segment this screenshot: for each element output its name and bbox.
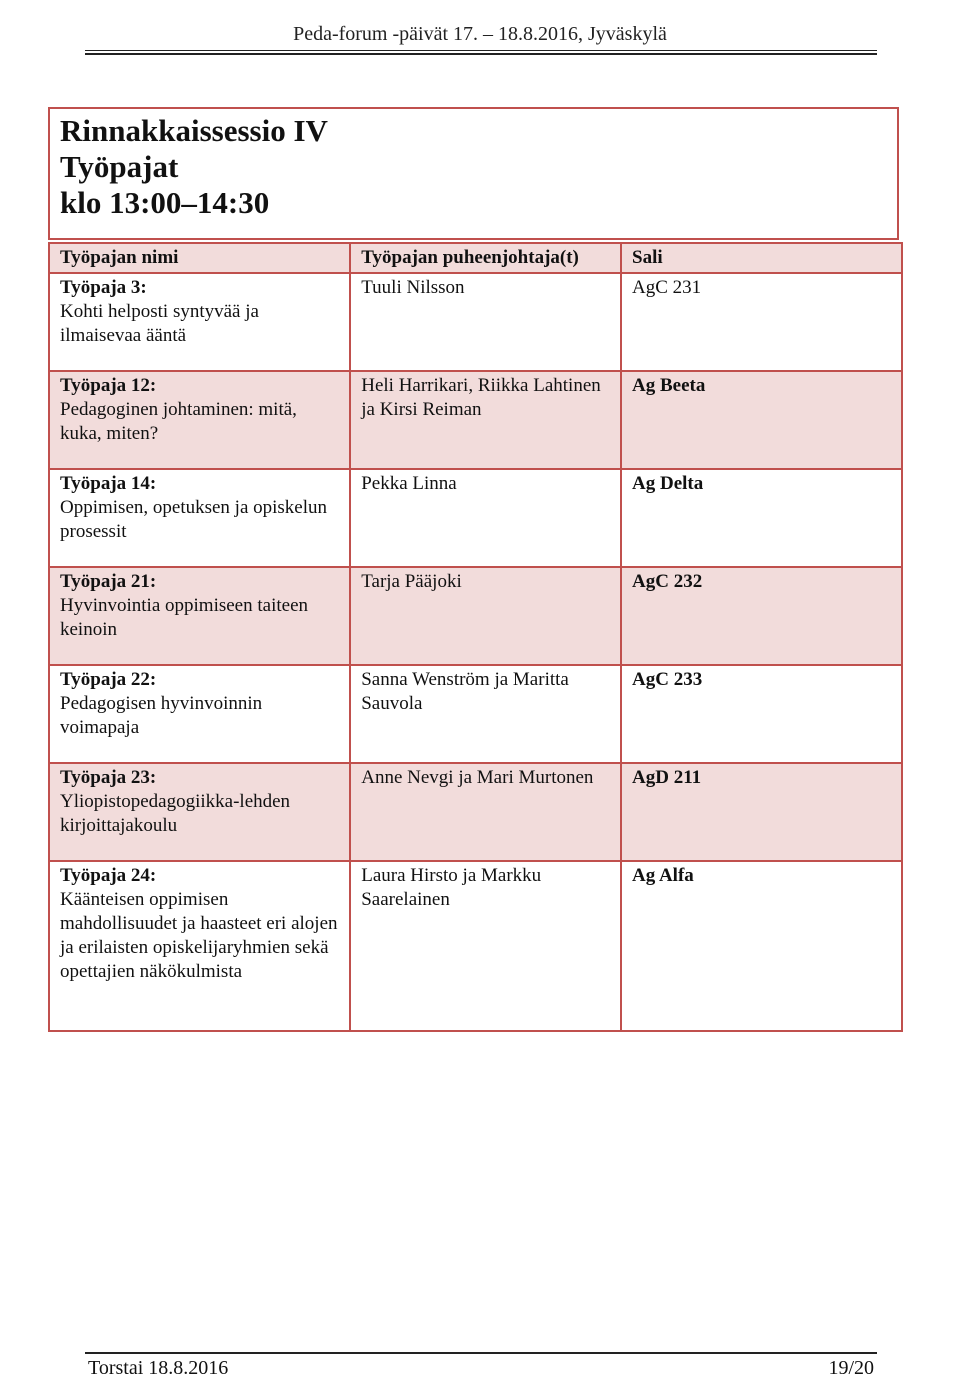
footer-date: Torstai 18.8.2016 bbox=[88, 1357, 229, 1379]
table-row bbox=[49, 371, 902, 469]
chair-cell: Anne Nevgi ja Mari Murtonen bbox=[350, 763, 621, 861]
workshop-cell bbox=[49, 567, 350, 665]
room-cell: Ag Alfa bbox=[621, 861, 902, 1031]
workshop-name: Työpaja 14: bbox=[60, 473, 157, 494]
workshop-description: Yliopistopedagogiikka-lehden kirjoittajakoulu bbox=[60, 791, 291, 836]
workshop-cell bbox=[49, 371, 350, 469]
table-row bbox=[49, 469, 902, 567]
workshop-table bbox=[48, 242, 903, 1032]
chair-cell: Heli Harrikari, Riikka Lahtinen ja Kirsi Reiman bbox=[350, 371, 621, 469]
workshop-name: Työpaja 3: bbox=[60, 277, 147, 298]
column-header-name: Työpajan nimi bbox=[49, 243, 350, 273]
workshop-cell bbox=[49, 763, 350, 861]
session-title: Rinnakkaissessio IV bbox=[60, 113, 328, 148]
header-divider bbox=[85, 50, 877, 51]
workshop-name: Työpaja 22: bbox=[60, 669, 157, 690]
chair-cell: Tuuli Nilsson bbox=[350, 273, 621, 371]
session-time: klo 13:00–14:30 bbox=[60, 185, 270, 220]
workshop-name: Työpaja 21: bbox=[60, 571, 157, 592]
table-row bbox=[49, 273, 902, 371]
table-row bbox=[49, 763, 902, 861]
chair-cell: Sanna Wenström ja Maritta Sauvola bbox=[350, 665, 621, 763]
table-header-row bbox=[49, 243, 902, 273]
chair-cell: Laura Hirsto ja Markku Saarelainen bbox=[350, 861, 621, 1031]
column-header-chair: Työpajan puheenjohtaja(t) bbox=[350, 243, 621, 273]
workshop-description: Oppimisen, opetuksen ja opiskelun prosessit bbox=[60, 497, 328, 542]
workshop-cell bbox=[49, 273, 350, 371]
room-cell: AgC 233 bbox=[621, 665, 902, 763]
workshop-description: Kohti helposti syntyvää ja ilmaisevaa ääntä bbox=[60, 301, 259, 346]
room-cell: Ag Delta bbox=[621, 469, 902, 567]
chair-cell: Tarja Pääjoki bbox=[350, 567, 621, 665]
room-cell: Ag Beeta bbox=[621, 371, 902, 469]
workshop-description: Pedagogisen hyvinvoinnin voimapaja bbox=[60, 693, 263, 738]
workshop-name: Työpaja 12: bbox=[60, 375, 157, 396]
room-cell: AgC 232 bbox=[621, 567, 902, 665]
table-row bbox=[49, 567, 902, 665]
footer-divider bbox=[85, 1352, 877, 1354]
header-divider-thick bbox=[85, 53, 877, 55]
workshop-cell bbox=[49, 665, 350, 763]
page-header: Peda-forum -päivät 17. – 18.8.2016, Jyväskylä bbox=[293, 23, 667, 45]
session-title-box bbox=[48, 107, 899, 240]
workshop-description: Hyvinvointia oppimiseen taiteen keinoin bbox=[60, 595, 309, 640]
table-row bbox=[49, 665, 902, 763]
workshop-description: Käänteisen oppimisen mahdollisuudet ja haasteet eri alojen ja erilaisten opiskelijaryhmien sekä opettajien näkökulmista bbox=[60, 889, 338, 982]
chair-cell: Pekka Linna bbox=[350, 469, 621, 567]
workshop-cell bbox=[49, 861, 350, 1031]
session-subtitle: Työpajat bbox=[60, 149, 179, 184]
room-cell: AgC 231 bbox=[621, 273, 902, 371]
table-row bbox=[49, 861, 902, 1031]
workshop-description: Pedagoginen johtaminen: mitä, kuka, miten? bbox=[60, 399, 297, 444]
room-cell: AgD 211 bbox=[621, 763, 902, 861]
workshop-cell bbox=[49, 469, 350, 567]
workshop-name: Työpaja 24: bbox=[60, 865, 157, 886]
workshop-name: Työpaja 23: bbox=[60, 767, 157, 788]
page-number: 19/20 bbox=[828, 1357, 874, 1379]
column-header-room: Sali bbox=[621, 243, 902, 273]
